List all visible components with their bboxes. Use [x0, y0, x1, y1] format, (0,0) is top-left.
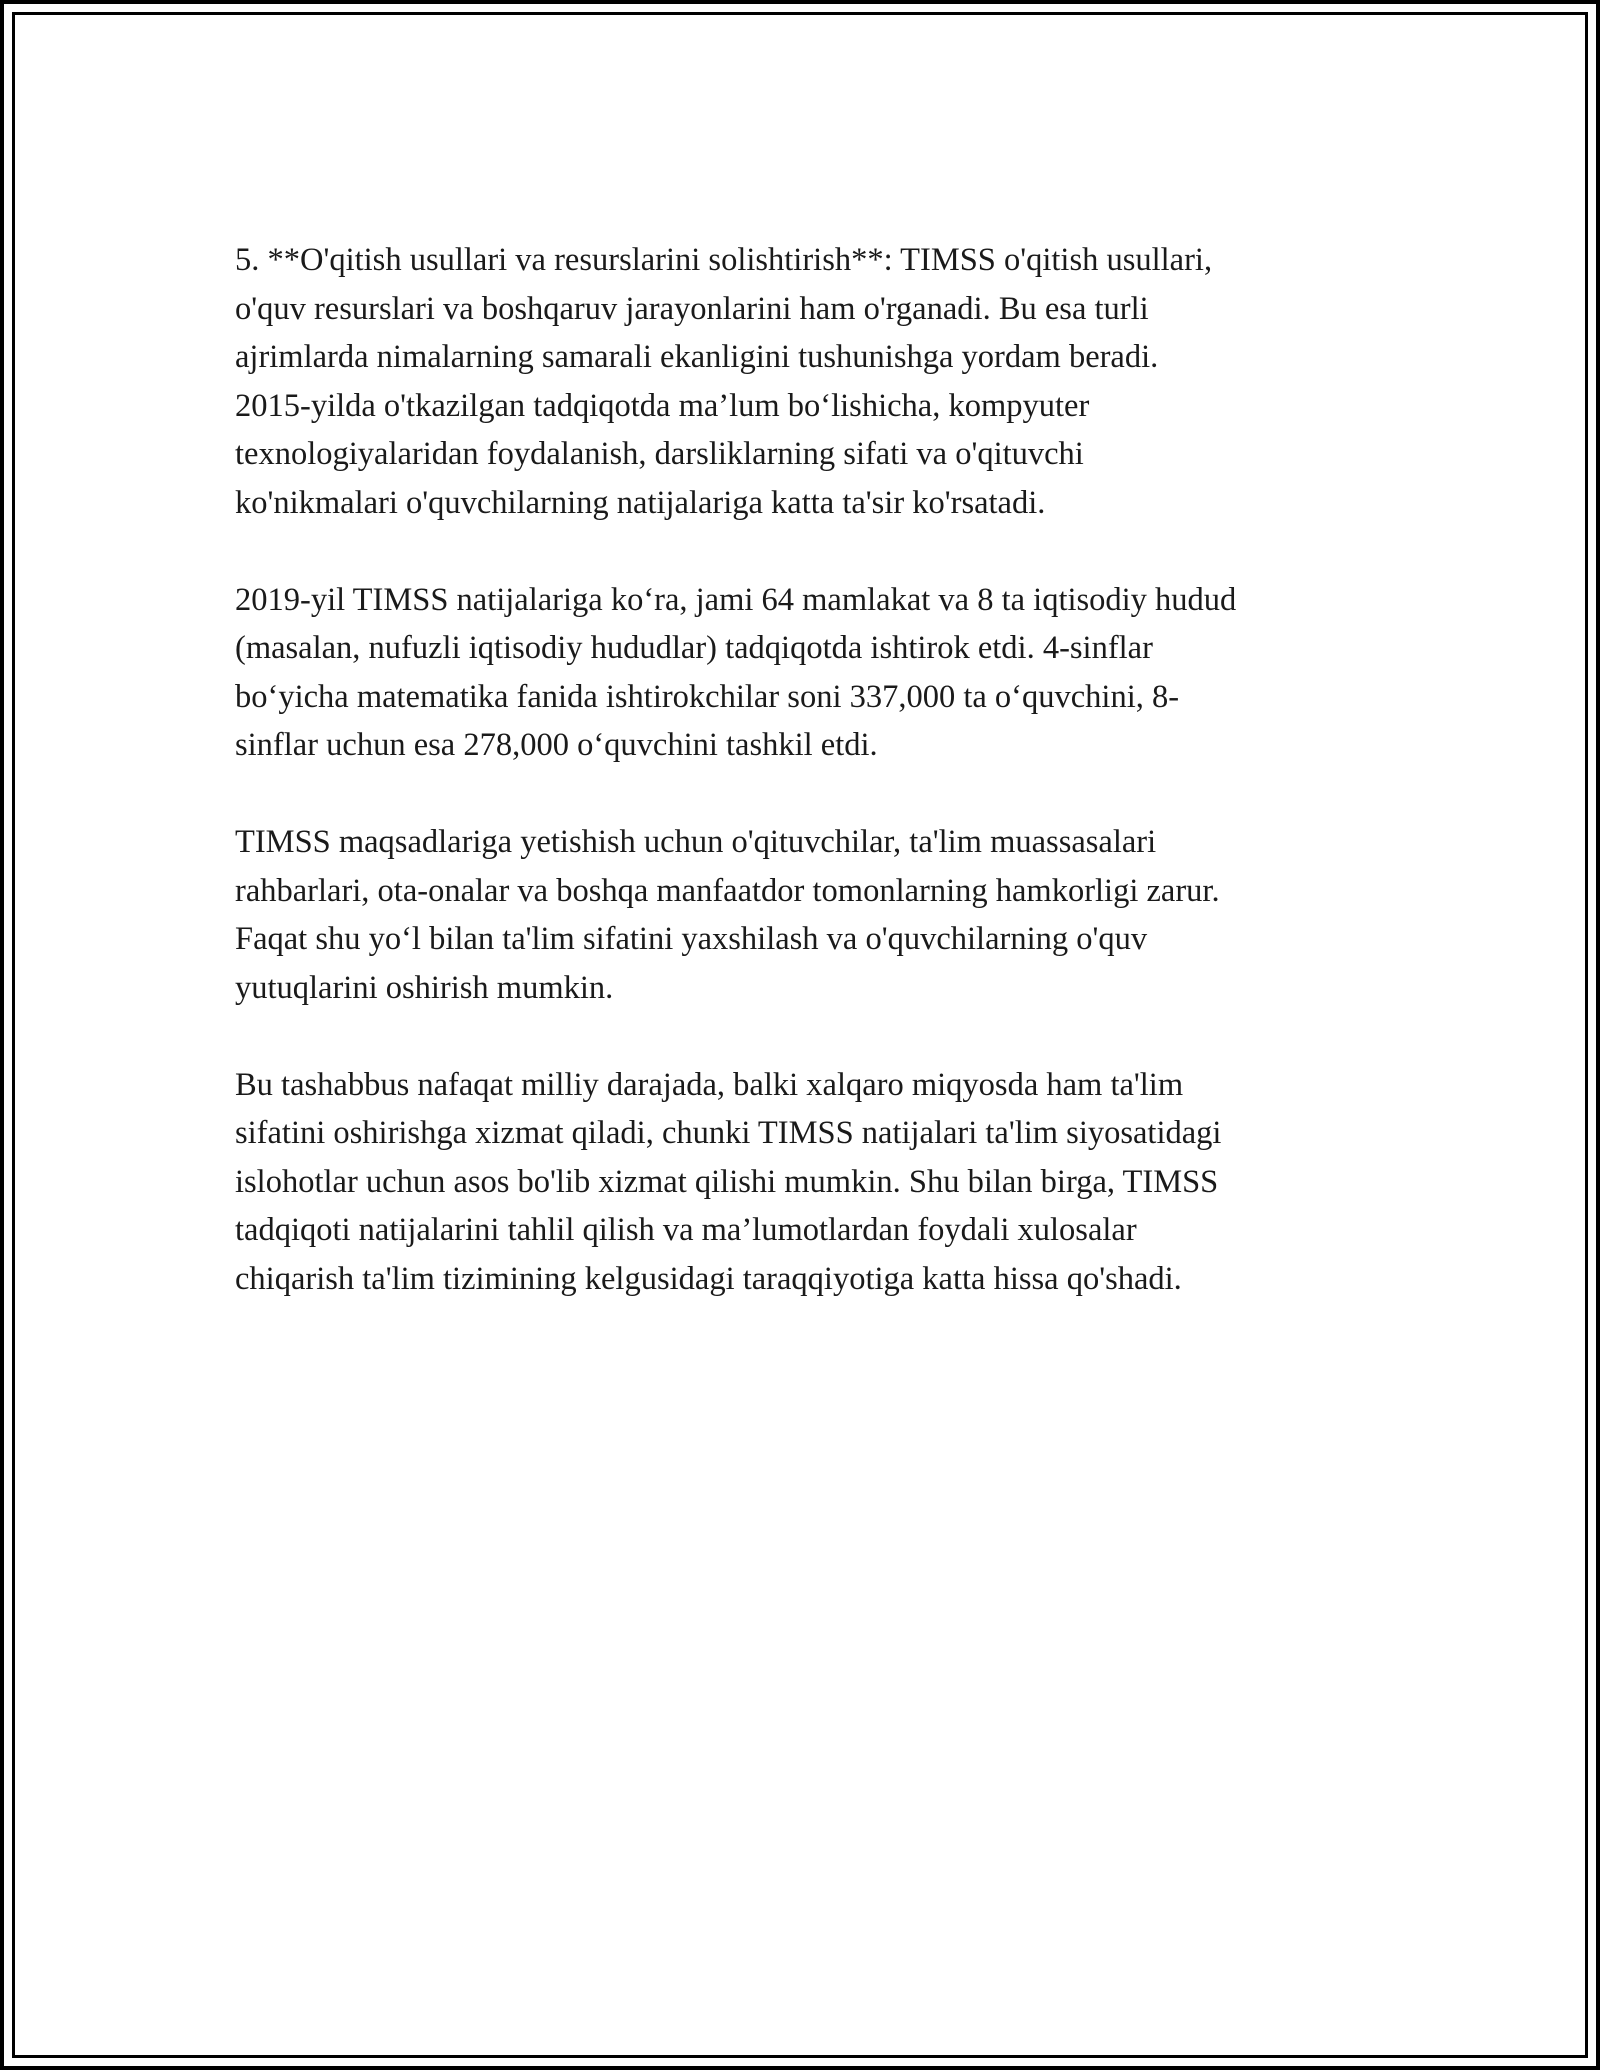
text-line: sifatini oshirishga xizmat qiladi, chunki TIMSS natijalari ta'lim siyosatidagi	[235, 1115, 1222, 1151]
text-line: o'quv resurslari va boshqaruv jarayonlarini ham o'rganadi. Bu esa turli	[235, 290, 1149, 327]
text-line: Bu tashabbus nafaqat milliy darajada, balki xalqaro miqyosda ham ta'lim	[235, 1066, 1184, 1103]
paragraph-timss-2019-results	[235, 576, 1395, 770]
paragraph-cooperation	[235, 818, 1395, 1012]
text-line: (masalan, nufuzli iqtisodiy hududlar) tadqiqotda ishtirok etdi. 4-sinflar	[235, 630, 1153, 666]
paragraph-teaching-methods	[235, 236, 1395, 527]
text-line: 2019-yil TIMSS natijalariga koʻra, jami 64 mamlakat va 8 ta iqtisodiy hudud	[235, 581, 1237, 618]
text-line: sinflar uchun esa 278,000 oʻquvchini tashkil etdi.	[235, 727, 878, 763]
text-line: 2015-yilda o'tkazilgan tadqiqotda ma’lum boʻlishicha, kompyuter	[235, 387, 1090, 424]
document-body	[235, 236, 1395, 1352]
text-line: 5. **O'qitish usullari va resurslarini solishtirish**: TIMSS o'qitish usullari,	[235, 242, 1213, 278]
text-line: TIMSS maqsadlariga yetishish uchun o'qituvchilar, ta'lim muassasalari	[235, 824, 1157, 860]
text-line: Faqat shu yoʻl bilan ta'lim sifatini yaxshilash va o'quvchilarning o'quv	[235, 921, 1148, 957]
text-line: chiqarish ta'lim tizimining kelgusidagi taraqqiyotiga katta hissa qo'shadi.	[235, 1260, 1182, 1297]
text-line: yutuqlarini oshirish mumkin.	[235, 969, 614, 1006]
text-line: ko'nikmalari o'quvchilarning natijalariga katta ta'sir ko'rsatadi.	[235, 484, 1046, 521]
text-line: islohotlar uchun asos bo'lib xizmat qilishi mumkin. Shu bilan birga, TIMSS	[235, 1163, 1219, 1200]
text-line: boʻyicha matematika fanida ishtirokchilar soni 337,000 ta oʻquvchini, 8-	[235, 678, 1180, 715]
text-line: rahbarlari, ota-onalar va boshqa manfaatdor tomonlarning hamkorligi zarur.	[235, 872, 1220, 909]
paragraph-international-impact	[235, 1061, 1395, 1304]
text-line: texnologiyalaridan foydalanish, darsliklarning sifati va o'qituvchi	[235, 436, 1084, 472]
text-line: ajrimlarda nimalarning samarali ekanligini tushunishga yordam beradi.	[235, 339, 1159, 375]
text-line: tadqiqoti natijalarini tahlil qilish va ma’lumotlardan foydali xulosalar	[235, 1212, 1137, 1248]
